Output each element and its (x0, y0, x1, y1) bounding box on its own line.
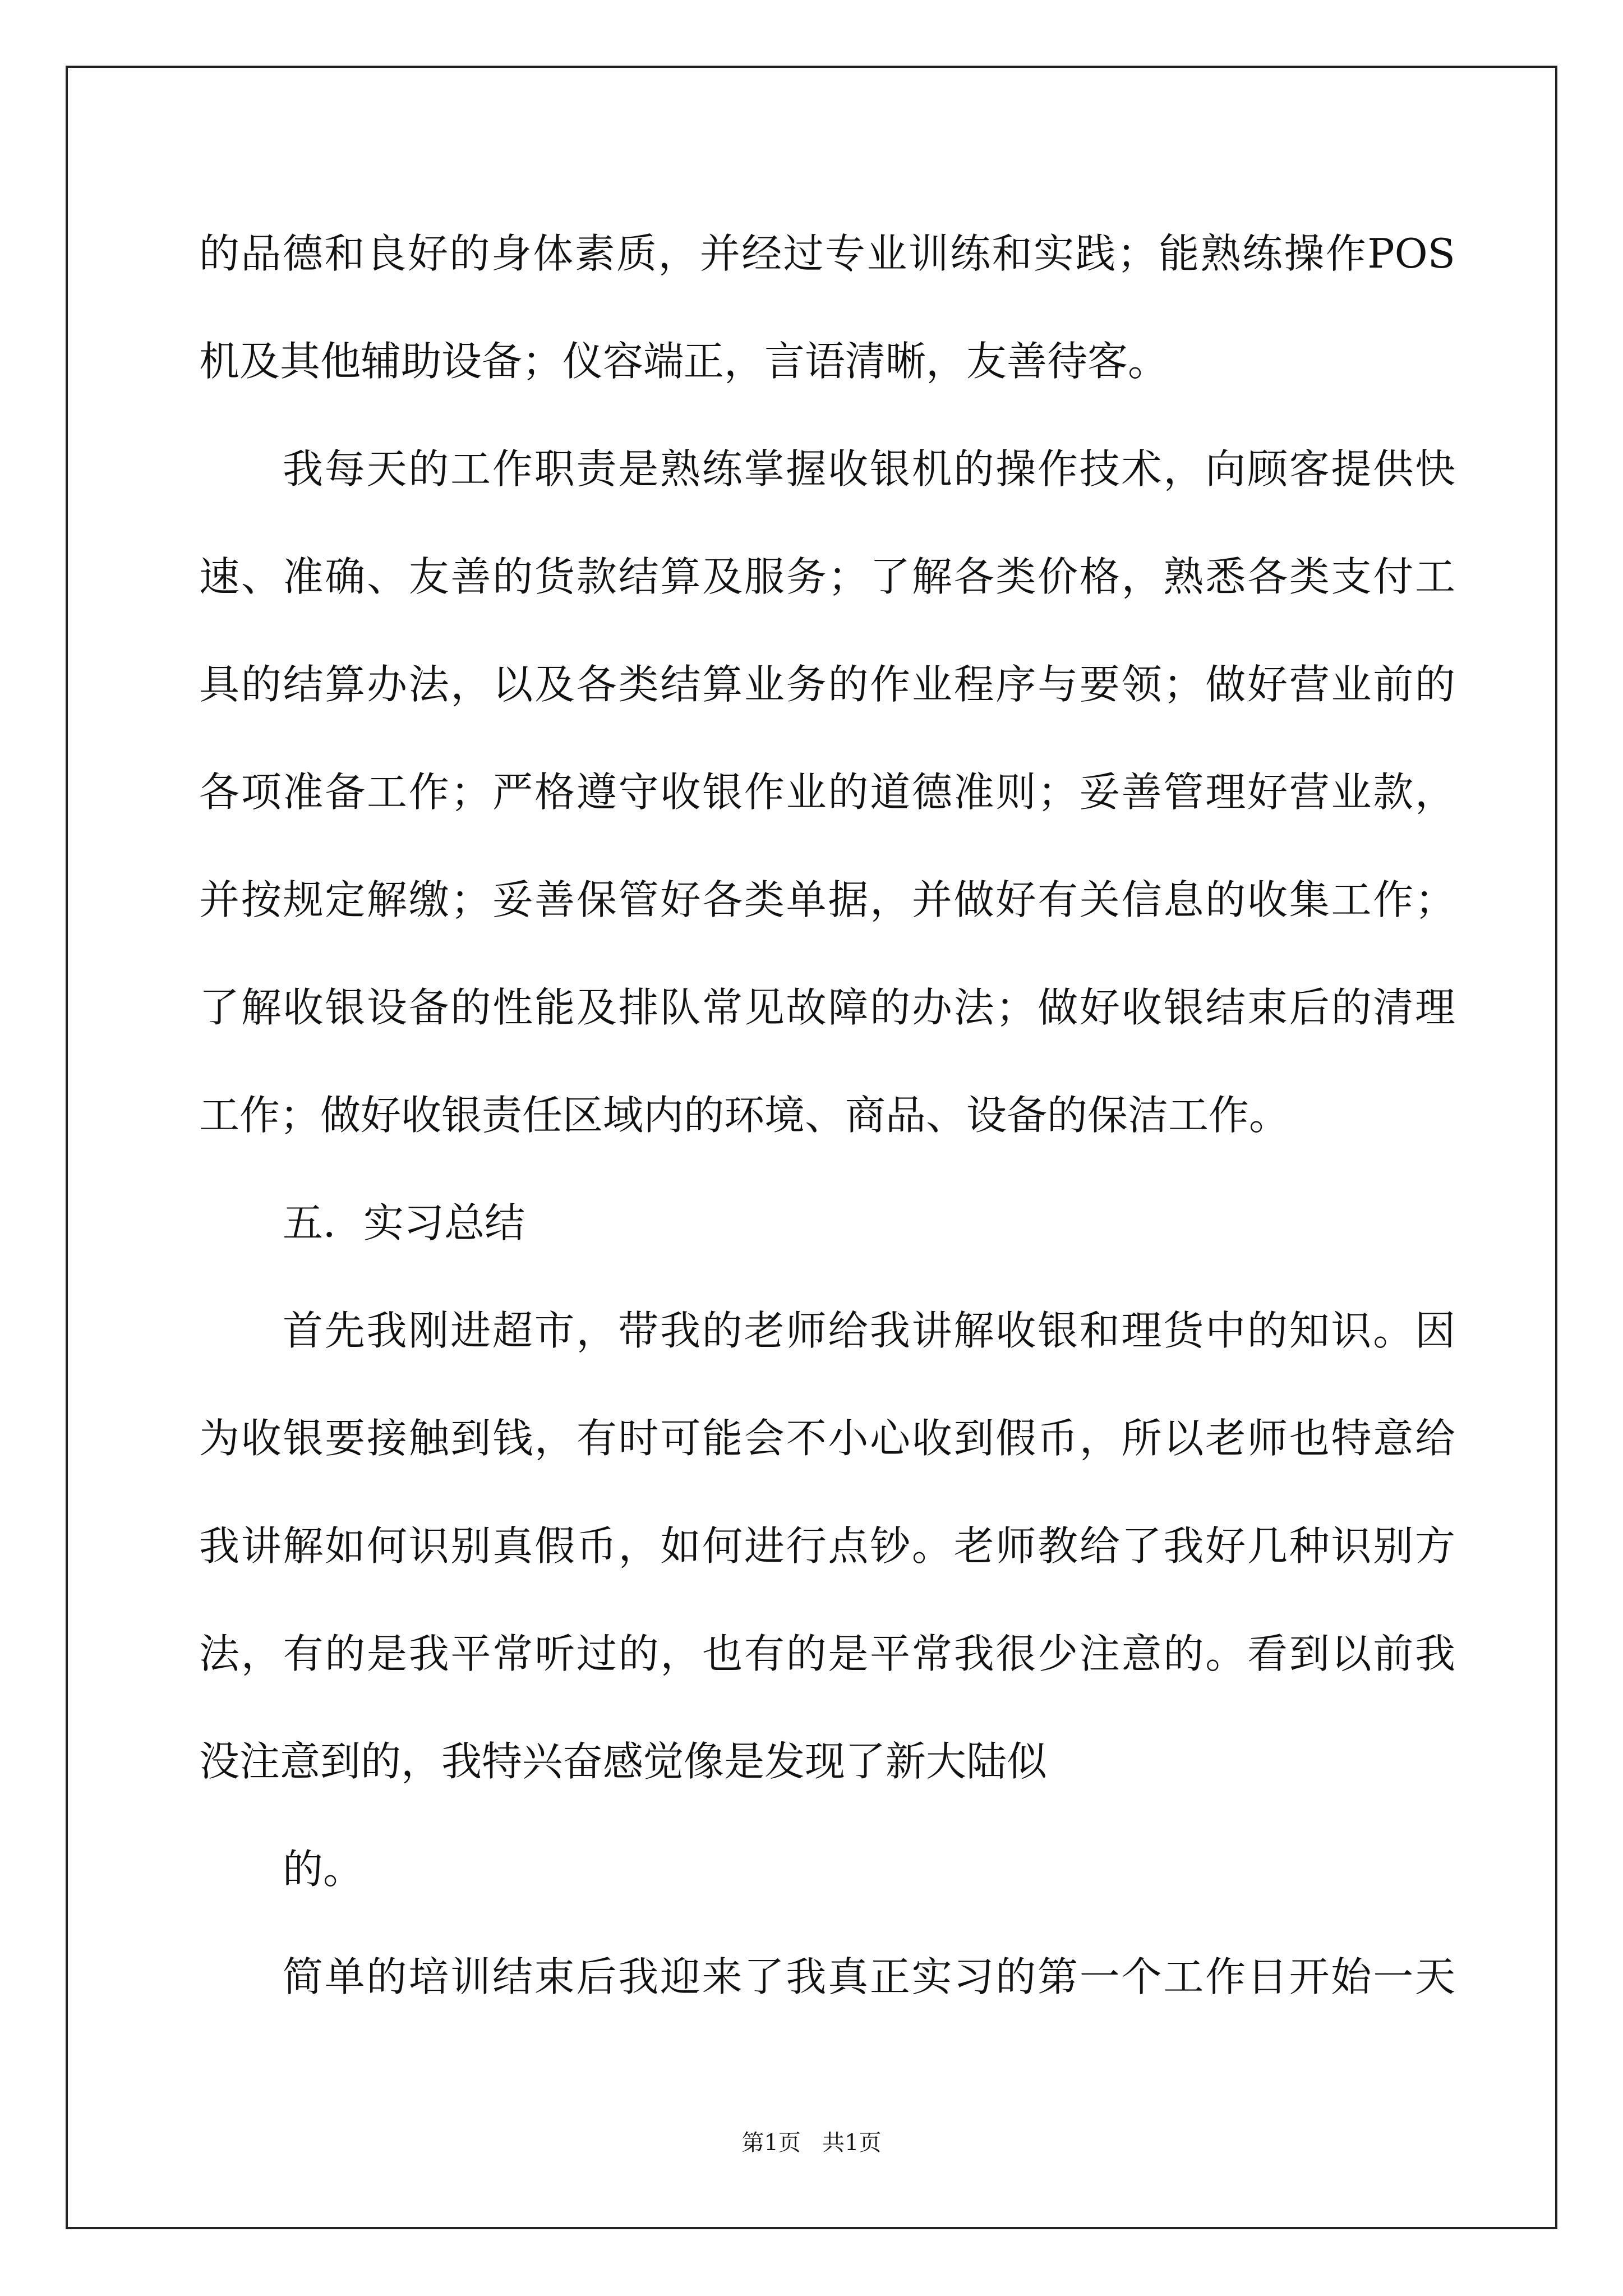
page-number: 第1页 共1页 (741, 2130, 882, 2156)
text-line: 了解收银设备的性能及排队常见故障的办法；做好收银结束后的清理 (199, 984, 1455, 1031)
section-heading: 五．实习总结 (283, 1199, 525, 1246)
text-line: 的品德和良好的身体素质，并经过专业训练和实践；能熟练操作POS (199, 230, 1455, 277)
text-line: 速、准确、友善的货款结算及服务；了解各类价格，熟悉各类支付工 (199, 553, 1455, 600)
text-line: 工作；做好收银责任区域内的环境、商品、设备的保洁工作。 (199, 1092, 1290, 1139)
text-line: 没注意到的，我特兴奋感觉像是发现了新大陆似 (199, 1738, 1048, 1785)
text-line: 我每天的工作职责是熟练掌握收银机的操作技术，向顾客提供快 (283, 445, 1455, 493)
text-line: 具的结算办法，以及各类结算业务的作业程序与要领；做好营业前的 (199, 661, 1455, 708)
text-line: 简单的培训结束后我迎来了我真正实习的第一个工作日开始一天 (283, 1953, 1455, 2000)
text-line: 并按规定解缴；妥善保管好各类单据，并做好有关信息的收集工作； (199, 876, 1455, 923)
text-line: 机及其他辅助设备；仪容端正，言语清晰，友善待客。 (199, 338, 1169, 385)
text-line: 为收银要接触到钱，有时可能会不小心收到假币，所以老师也特意给 (199, 1415, 1455, 1462)
text-line: 法，有的是我平常听过的，也有的是平常我很少注意的。看到以前我 (199, 1630, 1455, 1677)
page-frame (66, 66, 1557, 2229)
text-line: 各项准备工作；严格遵守收银作业的道德准则；妥善管理好营业款， (199, 769, 1455, 816)
text-line: 首先我刚进超市，带我的老师给我讲解收银和理货中的知识。因 (283, 1307, 1455, 1354)
text-line: 的。 (283, 1846, 364, 1893)
text-line: 我讲解如何识别真假币，如何进行点钞。老师教给了我好几种识别方 (199, 1522, 1455, 1570)
